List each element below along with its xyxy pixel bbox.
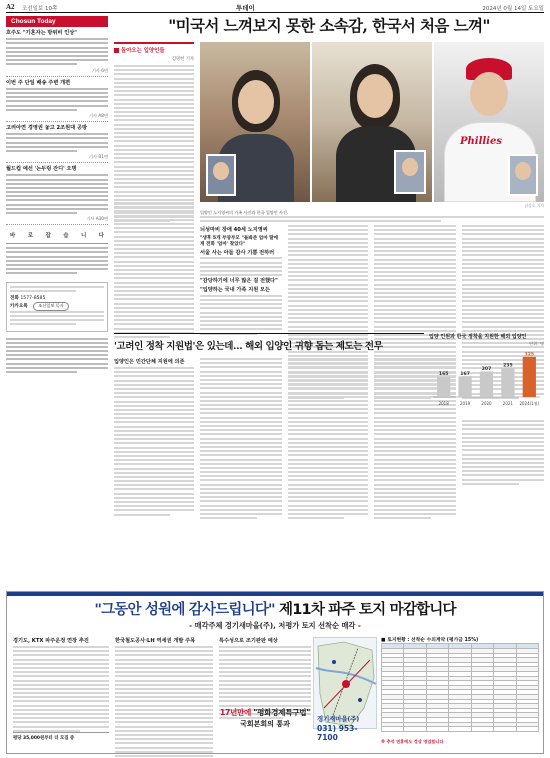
feature-subhead-3: 서울 사는 아들 감사 기쁨 전하러 [200, 249, 275, 256]
article2-col5 [462, 420, 544, 468]
callout-line1: 17년만에 "평화경제특구법" [220, 708, 310, 717]
ad-col2-heading: 한국철도공사·LH 역세권 개발 주목 [115, 638, 196, 644]
sidebar-brief-3[interactable] [6, 163, 108, 225]
ad-col2 [115, 637, 213, 758]
table-cell [426, 727, 448, 732]
photo-caption: 입양인 노지영씨의 가족 사진과 한국 입양인 사진. [200, 210, 544, 224]
ad-company [317, 714, 377, 742]
corrections-heading: 바 로 잡 습 니 다 [6, 227, 108, 244]
chart-unit: 단위: 명 [529, 340, 544, 346]
chosun-today-band: Chosun Today [6, 16, 108, 27]
feature-body-col3 [288, 225, 368, 330]
article2-subhead: 입양인은 민간단체 지원에 의존 [114, 359, 185, 365]
brief-page-ref: 기사 6면 [91, 67, 108, 73]
issue-date: 2024년 0월 14일 토요일 [482, 6, 544, 12]
brief-title: 이번 주 단일 배송 주변 개편 [6, 79, 71, 86]
feature-lead-column [114, 42, 194, 224]
main-headline: "미국서 느껴보지 못한 소속감, 한국서 처음 느껴" [168, 16, 490, 35]
brief-title: 호주도 "기혼자는 방위비 인상" [6, 30, 77, 36]
feature-subhead-1: 뇌성마비 장애 40세 노지영씨 [200, 227, 268, 233]
photo-credit: 남강호 기자 [524, 203, 544, 208]
hotline-number[interactable]: 1577-8585 [20, 295, 46, 301]
contact-info [10, 295, 104, 311]
ad-footer-note: ※ 추석 연휴에도 정상 영업합니다 [381, 739, 444, 744]
table-row [382, 727, 539, 732]
page-number: A2 [6, 3, 15, 11]
chosun-today-sidebar [6, 16, 108, 588]
chart-category-label: 2018 [438, 400, 449, 406]
chart-bar-2018 [437, 376, 450, 396]
sidebar-brief-2[interactable] [6, 122, 108, 163]
chart-value-label: 235 [503, 362, 513, 368]
table-cell [494, 727, 516, 732]
table-cell [404, 727, 426, 732]
chart-category-label: 2019 [460, 400, 471, 406]
ad-col1-heading: 경기도, KTX 파주운정 연장 추진 [13, 638, 89, 644]
ad-col3-heading: 특수성으로 조기완판 예상 [219, 638, 278, 644]
feature-body-col5 [462, 225, 544, 330]
brief-page-ref: 기사 A30면 [86, 216, 108, 222]
article2-col2 [200, 358, 282, 466]
land-listing-table [381, 643, 539, 732]
table-cell [449, 727, 471, 732]
table-cell [516, 727, 538, 732]
ad-col1 [13, 637, 109, 734]
article2-col1 [114, 358, 194, 466]
chart-title: 입양 인원과 한국 정착을 지원한 해외 입양인 [429, 334, 527, 340]
sidebar-bottom-notice [6, 335, 108, 378]
chart-value-label: 325 [524, 351, 535, 357]
chart-category-label: 2020 [481, 400, 492, 406]
photo-woman-outdoor [312, 42, 432, 202]
land-table-title: ■ 토지현황 : 선착순 수의계약 (평가금 15%) [381, 638, 479, 643]
adoption-bar-chart [429, 347, 544, 409]
feature-body-col4 [374, 225, 456, 330]
corrections-text [6, 244, 108, 278]
feature-subhead-4: "감당하기에 너무 많은 걸 전했다" [200, 278, 278, 285]
series-kicker: 돌아오는 입양인들 [114, 42, 194, 54]
feature-photo-strip [200, 42, 544, 202]
land-sale-advertisement [6, 591, 544, 754]
paper-label: 조선일보 10쪽 [22, 6, 58, 12]
chart-bar-2024(1월) [523, 356, 536, 396]
kakao-channel-button[interactable]: 조선일보 독자 [33, 302, 69, 311]
site-marker-icon [342, 680, 350, 688]
byline: 김영헌 기자 [171, 57, 194, 62]
chart-bar-2019 [458, 376, 471, 397]
kakao-label: 카카오톡 [10, 304, 28, 310]
ad-subheadline: - 매각주체 경기새마을(주), 저평가 토지 선착순 매각 - [189, 621, 361, 630]
feature-subhead-5: "입양하는 국내 가족 지원 모든 [200, 287, 271, 294]
brief-title: 월드컵 예선 '논두렁 잔디' 오명 [6, 166, 77, 173]
chart-value-label: 167 [460, 371, 470, 377]
table-cell [471, 727, 493, 732]
page-header [6, 2, 544, 13]
feature-body-col2 [200, 225, 282, 330]
chart-bar-2020 [480, 371, 493, 397]
article2-headline: '고려인 정착 지원법'은 있는데… 해외 입양인 귀향 돕는 제도는 전무 [114, 333, 424, 351]
brief-page-ref: 기사 B1면 [88, 154, 108, 160]
ad-top-strip [7, 592, 543, 596]
peace-economy-zone-callout [219, 707, 311, 729]
feature-subhead-2: "생후 5개 부양부모 "돌봐준 엄마 딸에 게 전화 '엄마' 찾았다" [200, 235, 279, 247]
photo-woman-portrait [200, 42, 310, 202]
table-cell [382, 727, 404, 732]
chart-value-label: 165 [438, 371, 449, 377]
section-name: 투데이 [236, 4, 255, 12]
ad-price-note: 평당 35,000원부터 더 모집 중 [13, 732, 109, 741]
kicker-square-icon [114, 48, 119, 53]
hotline-label: 전화 [10, 295, 19, 301]
sidebar-brief-1[interactable] [6, 77, 108, 122]
feature-body-col1 [114, 202, 194, 307]
sidebar-brief-0[interactable] [6, 27, 108, 77]
brief-page-ref: 기사 A8면 [89, 112, 108, 118]
company-phone[interactable]: 031) 953-7100 [317, 724, 358, 742]
chart-category-label: 2024(1월) [519, 400, 540, 406]
adoption-chart [429, 334, 544, 416]
company-logo: 경기새마을(주) [317, 715, 360, 723]
article2-col3 [288, 358, 368, 466]
photo-man-phillies: Phillies [434, 42, 544, 202]
chart-bar-2021 [501, 367, 514, 396]
callout-line2: 국회본회의 통과 [240, 720, 290, 728]
brief-title: 고려아연 경영권 놓고 2조원대 공방 [6, 124, 87, 131]
reader-contact-box [6, 282, 108, 332]
ad-headline: "그동안 성원에 감사드립니다" 제11차 파주 토지 마감합니다 [94, 602, 456, 618]
chart-category-label: 2021 [502, 400, 513, 406]
chart-value-label: 207 [481, 366, 492, 372]
